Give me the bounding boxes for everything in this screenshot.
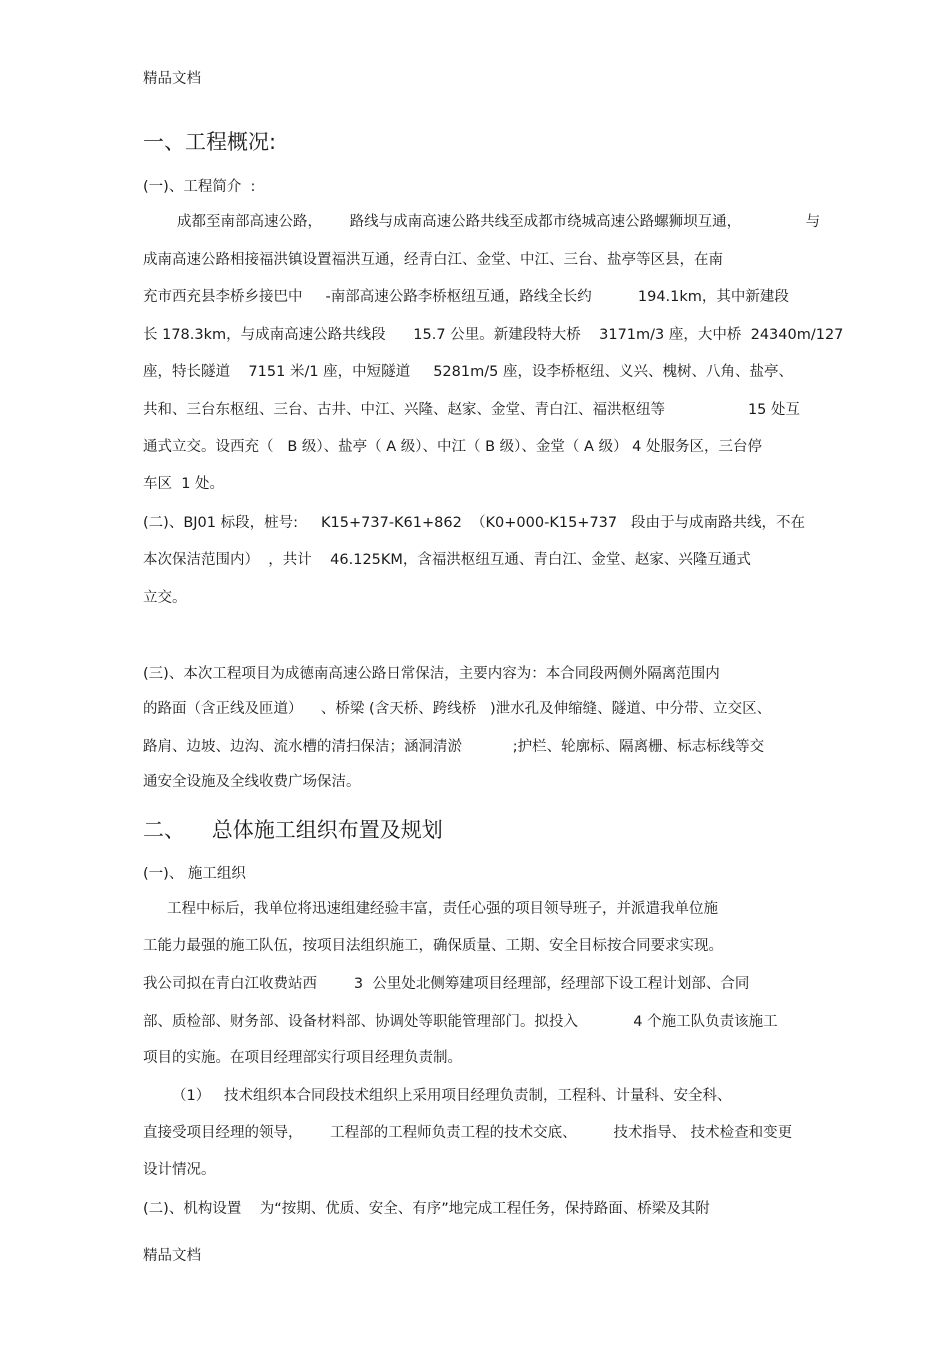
paragraph-line: 共和、三台东枢纽、三台、古井、中江、兴隆、赵家、金堂、青白江、福洪枢纽等 15 处互 <box>143 402 801 418</box>
paragraph-line: 充市西充县李桥乡接巴中 -南部高速公路李桥枢纽互通，路线全长约 194.1km，其中新建段 <box>143 289 789 305</box>
paragraph-line: 长 178.3km，与成南高速公路共线段 15.7 公里。新建段特大桥 3171m/3 座，大中桥 24340m/127 <box>143 327 844 343</box>
paragraph-line: 通式立交。设西充（ B 级）、盐亭（ A 级）、中江（ B 级）、金堂（ A 级） 4 处服务区，三台停 <box>143 439 763 455</box>
section-1-heading: 一、工程概况: <box>143 130 277 154</box>
paragraph-line: 通安全设施及全线收费广场保洁。 <box>143 774 361 790</box>
page-footer: 精品文档 <box>143 1248 201 1264</box>
paragraph-line: 成南高速公路相接福洪镇设置福洪互通，经青白江、金堂、中江、三台、盐亭等区县，在南 <box>143 252 723 268</box>
subsection-1-1-heading: (一)、工程简介 : <box>143 179 256 195</box>
paragraph-line: 座，特长隧道 7151 米/1 座，中短隧道 5281m/5 座，设李桥枢纽、义兴、槐树、八角、盐亭、 <box>143 364 793 380</box>
paragraph-line: 直接受项目经理的领导， 工程部的工程师负责工程的技术交底、 技术指导、 技术检查和变更 <box>143 1125 793 1141</box>
paragraph-line: 项目的实施。在项目经理部实行项目经理负责制。 <box>143 1050 462 1066</box>
paragraph-line: 部、质检部、财务部、设备材料部、协调处等职能管理部门。拟投入 4 个施工队负责该施工 <box>143 1014 778 1030</box>
paragraph-line: （1） 技术组织本合同段技术组织上采用项目经理负责制，工程科、计量科、安全科、 <box>172 1088 732 1104</box>
subsection-1-3-line: (三)、本次工程项目为成德南高速公路日常保洁，主要内容为：本合同段两侧外隔离范围内 <box>143 666 720 682</box>
paragraph-line: 本次保洁范围内） ，共计 46.125KM，含福洪枢纽互通、青白江、金堂、赵家、兴隆互通式 <box>143 552 751 568</box>
paragraph-line: 工能力最强的施工队伍，按项目法组织施工，确保质量、工期、安全目标按合同要求实现。 <box>143 938 723 954</box>
paragraph-line: 工程中标后，我单位将迅速组建经验丰富，责任心强的项目领导班子，并派遣我单位施 <box>167 901 718 917</box>
section-2-heading: 二、 总体施工组织布置及规划 <box>143 818 443 842</box>
paragraph-line: 车区 1 处。 <box>143 476 225 492</box>
paragraph-line: 的路面（含正线及匝道） 、桥梁 (含天桥、跨线桥 )泄水孔及伸缩缝、隧道、中分带、立交区、 <box>143 701 772 717</box>
subsection-1-2-line: (二)、BJ01 标段，桩号: K15+737-K61+862 （K0+000-K15+737 段由于与成南路共线，不在 <box>143 515 805 531</box>
paragraph-line: 我公司拟在青白江收费站西 3 公里处北侧筹建项目经理部，经理部下设工程计划部、合同 <box>143 976 750 992</box>
paragraph-line: 路肩、边坡、边沟、流水槽的清扫保洁；涵洞清淤 ;护栏、轮廓标、隔离栅、标志标线等交 <box>143 739 765 755</box>
subsection-2-1-heading: (一)、 施工组织 <box>143 866 246 882</box>
paragraph-line: 立交。 <box>143 590 187 606</box>
paragraph-line: 设计情况。 <box>143 1162 216 1178</box>
paragraph-line: 成都至南部高速公路， 路线与成南高速公路共线至成都市绕城高速公路螺狮坝互通， 与 <box>177 214 821 230</box>
page-header: 精品文档 <box>143 71 201 87</box>
subsection-2-2-line: (二)、机构设置 为“按期、优质、安全、有序”地完成工程任务，保持路面、桥梁及其附 <box>143 1201 710 1217</box>
